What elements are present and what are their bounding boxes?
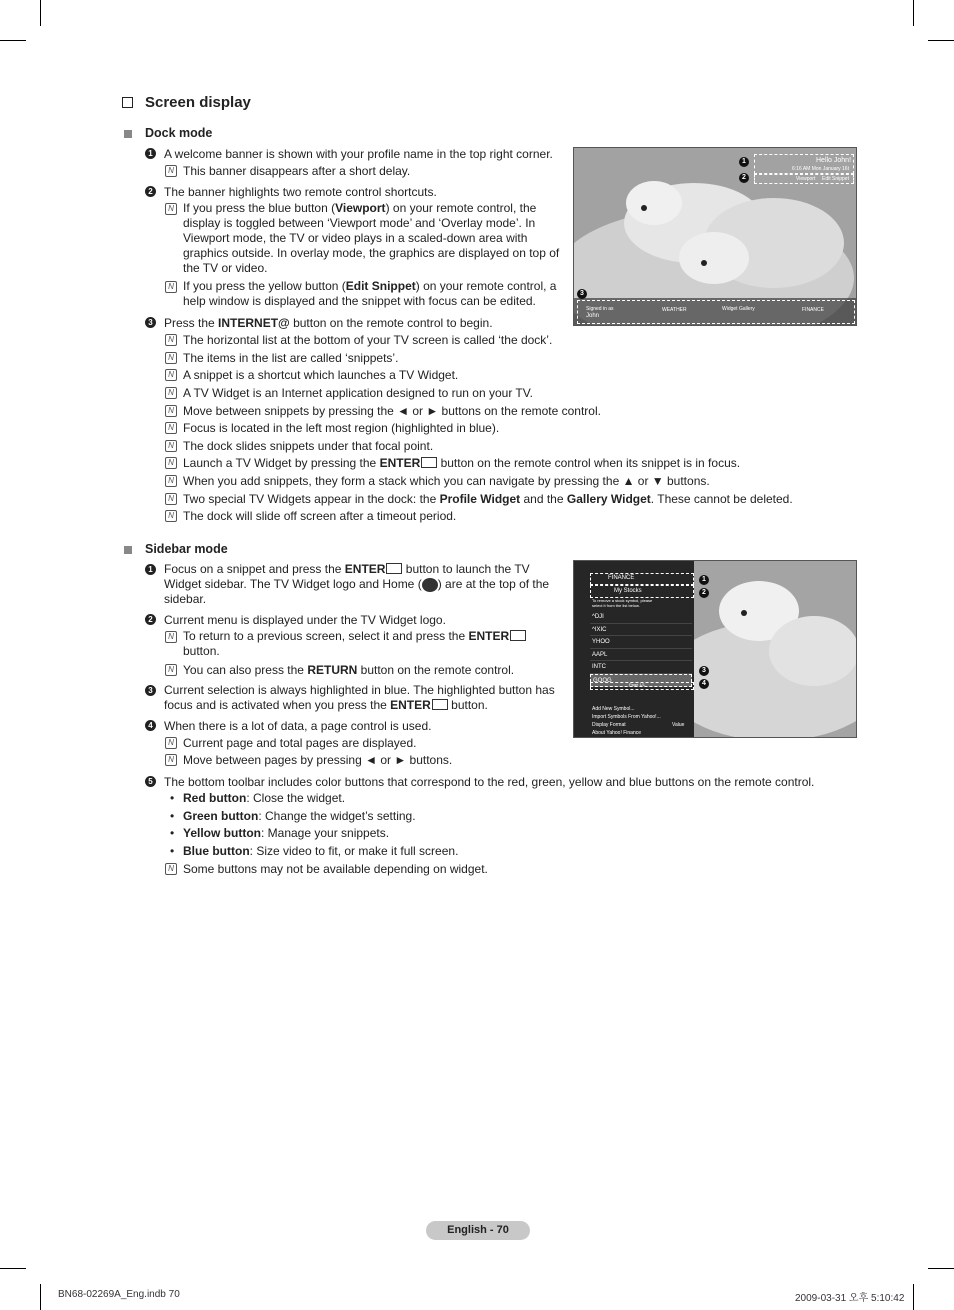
dock-note: The dock will slide off screen after a timeout period.	[183, 509, 457, 523]
sidebar-item-3: Current selection is always highlighted in blue. The highlighted button has focus and is activated when you press the ENTER button.	[164, 683, 555, 712]
bullet-icon: •	[170, 809, 175, 823]
dock-item-1-note: This banner disappears after a short delay.	[183, 164, 411, 178]
datetime-text: 6:16 AM Mon January 16t	[792, 166, 849, 172]
yellow-button-desc: Yellow button: Manage your snippets.	[183, 826, 390, 840]
note-icon: N	[165, 754, 177, 766]
pager: Page 1/1	[629, 682, 646, 687]
bullet-icon: •	[170, 826, 175, 840]
dock-item-2: The banner highlights two remote control shortcuts.	[164, 185, 437, 199]
number-5-icon: 5	[145, 776, 156, 787]
note-icon: N	[165, 165, 177, 177]
number-4-icon: 4	[145, 720, 156, 731]
callout-3-icon: 3	[577, 289, 587, 299]
callout-2-icon: 2	[739, 173, 749, 183]
menu-import[interactable]: Import Symbols From Yahoo!...	[592, 714, 661, 720]
crop-mark	[40, 1284, 41, 1310]
dock-note: The dock slides snippets under that focal point.	[183, 439, 434, 453]
user-name: John	[586, 313, 600, 319]
stock-list	[590, 611, 692, 687]
crop-mark	[913, 0, 914, 26]
weather-snippet[interactable]: WEATHER	[662, 307, 687, 313]
note-icon: N	[165, 863, 177, 875]
stock-symbol: AAPL	[592, 651, 608, 658]
note-icon: N	[165, 387, 177, 399]
home-icon	[422, 578, 438, 592]
dock-note: A snippet is a shortcut which launches a TV Widget.	[183, 368, 459, 382]
stock-symbol: GOOG	[593, 677, 612, 684]
dock-item-2-note-1: If you press the blue button (Viewport) on your remote control, the display is toggled between ‘Viewport mode’ and ‘Overlay mode’. In Viewport mode, the TV or video plays in a scaled-down area with graphics outside. In overlay mode, the graphics are displayed on top of the TV or video.	[183, 201, 560, 275]
edit-snippet-shortcut: Edit Snippet	[822, 176, 849, 182]
hint-line-1: To remove a stock symbol, please	[592, 598, 653, 603]
note-icon: N	[165, 352, 177, 364]
note-icon: N	[165, 334, 177, 346]
file-info: BN68-02269A_Eng.indb 70	[58, 1289, 180, 1300]
sidebar-item-2-note-2: You can also press the RETURN button on the remote control.	[183, 663, 515, 677]
green-button-desc: Green button: Change the widget’s setting.	[183, 809, 416, 823]
callout-1-icon: 1	[739, 157, 749, 167]
sidebar-screenshot	[573, 560, 857, 738]
note-icon: N	[165, 631, 177, 643]
crop-mark	[0, 1268, 26, 1269]
crop-mark	[928, 1268, 954, 1269]
note-icon: N	[165, 369, 177, 381]
number-1-icon: 1	[145, 564, 156, 575]
sidebar-item-2: Current menu is displayed under the TV Widget logo.	[164, 613, 446, 627]
callout-2-icon: 2	[699, 588, 709, 598]
signed-in-label: Signed in as	[586, 306, 614, 312]
number-3-icon: 3	[145, 317, 156, 328]
number-2-icon: 2	[145, 186, 156, 197]
menu-highlight	[590, 585, 694, 598]
number-1-icon: 1	[145, 148, 156, 159]
menu-display-format[interactable]: Display Format	[592, 722, 626, 728]
note-icon: N	[165, 664, 177, 676]
gallery-snippet[interactable]: Widget Gallery	[722, 306, 755, 312]
dock-note: A TV Widget is an Internet application designed to run on your TV.	[183, 386, 533, 400]
enter-icon	[432, 699, 448, 710]
bullet-icon: •	[170, 791, 175, 805]
page-number: English - 70	[426, 1221, 530, 1240]
note-icon: N	[165, 281, 177, 293]
note-icon: N	[165, 440, 177, 452]
menu-add-symbol[interactable]: Add New Symbol...	[592, 706, 635, 712]
stock-row[interactable]	[590, 624, 692, 637]
stock-symbol: YHOO	[592, 639, 610, 645]
finance-logo: FINANCE	[608, 575, 635, 581]
enter-icon	[510, 630, 526, 641]
note-icon: N	[165, 737, 177, 749]
hello-text: Hello John!	[816, 157, 852, 164]
note-icon: N	[165, 475, 177, 487]
number-3-icon: 3	[145, 685, 156, 696]
dock-note: The items in the list are called ‘snippets’.	[183, 351, 399, 365]
finance-snippet[interactable]: FINANCE	[802, 307, 824, 313]
stock-row[interactable]	[590, 649, 692, 662]
callout-3-icon: 3	[699, 666, 709, 676]
stock-symbol: ^DJI	[592, 614, 604, 620]
sidebar-item-1: Focus on a snippet and press the ENTER button to launch the TV Widget sidebar. The TV Widget logo and Home ( ) are at the top of the sidebar.	[164, 562, 550, 606]
square-bullet-icon	[124, 130, 132, 138]
stock-row[interactable]	[590, 611, 692, 624]
crop-mark	[0, 40, 26, 41]
sidebar-item-4-note-2: Move between pages by pressing ◄ or ► buttons.	[183, 753, 453, 767]
crop-mark	[928, 40, 954, 41]
crop-mark	[40, 0, 41, 26]
bullet-icon: •	[170, 844, 175, 858]
note-icon: N	[165, 203, 177, 215]
dock-note: When you add snippets, they form a stack which you can navigate by pressing the ▲ or ▼ buttons.	[183, 474, 710, 488]
square-bullet-icon	[124, 546, 132, 554]
dock-screenshot	[573, 147, 857, 326]
my-stocks-menu[interactable]: My Stocks	[614, 588, 642, 594]
stock-row[interactable]	[590, 636, 692, 649]
number-2-icon: 2	[145, 614, 156, 625]
red-button-desc: Red button: Close the widget.	[183, 791, 346, 805]
dock-note: The horizontal list at the bottom of your TV screen is called ‘the dock’.	[183, 333, 553, 347]
note-icon: N	[165, 422, 177, 434]
stock-row[interactable]	[590, 661, 692, 674]
dock-item-1: A welcome banner is shown with your profile name in the top right corner.	[164, 147, 553, 161]
note-icon: N	[165, 493, 177, 505]
note-icon: N	[165, 405, 177, 417]
note-icon: N	[165, 457, 177, 469]
callout-4-icon: 4	[699, 679, 709, 689]
viewport-shortcut: Viewport	[796, 176, 816, 182]
callout-1-icon: 1	[699, 575, 709, 585]
sidebar-item-2-note-1: To return to a previous screen, select it and press the ENTER button.	[183, 629, 553, 659]
buttons-note: Some buttons may not be available depending on widget.	[183, 862, 488, 876]
stock-symbol: ^IXIC	[592, 626, 607, 633]
enter-icon	[421, 457, 437, 468]
menu-display-value: Value	[672, 722, 685, 728]
crop-mark	[913, 1284, 914, 1310]
dock-note: Launch a TV Widget by pressing the ENTER button on the remote control when its snippet is in focus.	[183, 456, 741, 470]
checkbox-icon	[122, 97, 133, 108]
enter-icon	[386, 563, 402, 574]
sidebar-item-5: The bottom toolbar includes color buttons that correspond to the red, green, yellow and blue buttons on the remote control.	[164, 775, 815, 789]
section-title: Screen display	[145, 94, 251, 111]
dock-note: Move between snippets by pressing the ◄ or ► buttons on the remote control.	[183, 404, 601, 418]
logo-highlight	[590, 573, 694, 585]
blue-button-desc: Blue button: Size video to fit, or make it full screen.	[183, 844, 459, 858]
print-date: 2009-03-31 오후 5:10:42	[795, 1293, 905, 1304]
dock-item-2-note-2: If you press the yellow button (Edit Snippet) on your remote control, a help window is displayed and the snippet with focus can be edited.	[183, 279, 557, 308]
dock-note: Focus is located in the left most region (highlighted in blue).	[183, 421, 500, 435]
sidebar-mode-title: Sidebar mode	[145, 542, 228, 556]
dock-note: Two special TV Widgets appear in the dock: the Profile Widget and the Gallery Widget. These cannot be deleted.	[183, 492, 793, 506]
stock-symbol: INTC	[592, 664, 606, 670]
note-icon: N	[165, 510, 177, 522]
sidebar-item-4-note-1: Current page and total pages are displayed.	[183, 736, 417, 750]
dock-item-3: Press the INTERNET@ button on the remote control to begin.	[164, 316, 493, 330]
hint-line-2: select it from the list below.	[592, 603, 640, 608]
sidebar-item-4: When there is a lot of data, a page control is used.	[164, 719, 432, 733]
menu-about[interactable]: About Yahoo! Finance	[592, 730, 642, 736]
dock-mode-title: Dock mode	[145, 126, 213, 140]
